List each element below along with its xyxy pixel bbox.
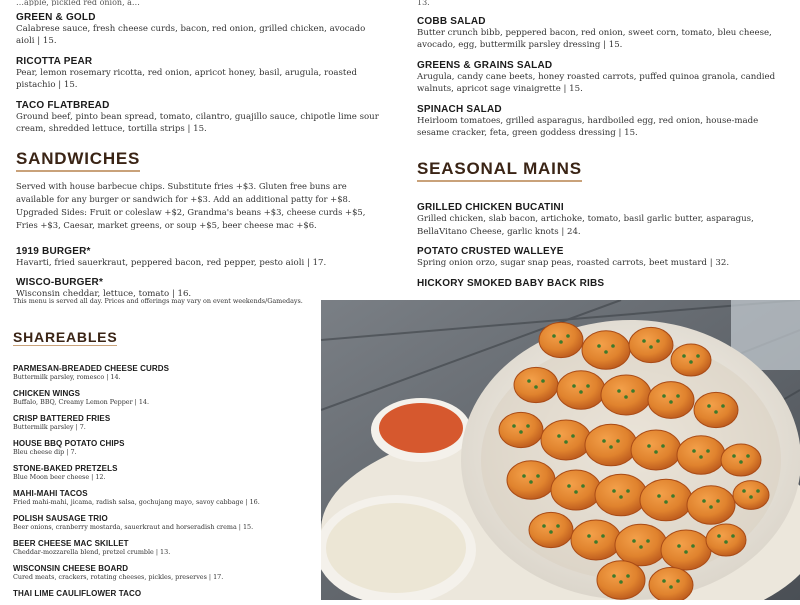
parsley-garnish — [647, 444, 651, 448]
parsley-garnish — [536, 474, 540, 478]
cheese-curd — [733, 481, 769, 510]
cheese-curd — [551, 470, 601, 510]
parsley-garnish — [654, 450, 658, 454]
menu-column-top-left — [16, 0, 386, 300]
item-name: GREEN & GOLD — [16, 12, 96, 23]
parsley-garnish — [721, 404, 725, 408]
item-name: STONE-BAKED PRETZELS — [13, 464, 118, 473]
parsley-garnish — [692, 449, 696, 453]
menu-column-bottom-left — [13, 297, 313, 605]
list-item — [13, 539, 313, 557]
cheese-curd — [640, 479, 692, 521]
parsley-garnish — [714, 410, 718, 414]
cheese-curd — [649, 567, 693, 600]
parsley-garnish — [746, 454, 750, 458]
parsley-garnish — [732, 454, 736, 458]
parsley-garnish — [656, 339, 660, 343]
list-item — [13, 414, 313, 432]
parsley-garnish — [529, 480, 533, 484]
parsley-garnish — [671, 494, 675, 498]
parsley-garnish — [691, 544, 695, 548]
list-item — [13, 514, 313, 532]
list-item — [13, 589, 313, 598]
item-description: Pear, lemon rosemary ricotta, red onion, apricot honey, basil, arugula, roasted pistachio | 15. — [16, 67, 357, 91]
cheese-curd — [597, 561, 645, 599]
parsley-garnish — [519, 430, 523, 434]
menu-item — [16, 12, 386, 48]
parsley-garnish — [564, 440, 568, 444]
ranch-dressing — [326, 503, 466, 593]
item-name: CHICKEN WINGS — [13, 389, 81, 398]
parsley-garnish — [642, 339, 646, 343]
parsley-garnish — [717, 534, 721, 538]
item-description: Beer onions, cranberry mostarda, sauerkraut and horseradish crema | 15. — [13, 523, 254, 531]
parsley-garnish — [664, 500, 668, 504]
parsley-garnish — [579, 390, 583, 394]
menu-item — [16, 246, 386, 269]
parsley-garnish — [602, 439, 606, 443]
menu-notice: This menu is served all day. Prices and offerings may vary on event weekends/Gamedays. — [13, 297, 303, 305]
list-item — [13, 489, 313, 507]
item-description: Calabrese sauce, fresh cheese curds, bacon, red onion, grilled chicken, avocado aioli | 15. — [16, 24, 366, 47]
parsley-garnish — [557, 434, 561, 438]
list-item — [13, 389, 313, 407]
parsley-garnish — [709, 505, 713, 509]
parsley-garnish — [657, 494, 661, 498]
item-name: COBB SALAD — [417, 16, 486, 27]
parsley-garnish — [731, 534, 735, 538]
cheese-curd — [687, 486, 735, 524]
parsley-garnish — [609, 445, 613, 449]
list-item — [13, 464, 313, 482]
cheese-curd — [507, 461, 555, 499]
item-name: TACO FLATBREAD — [16, 99, 110, 111]
item-name: CRISP BATTERED FRIES — [13, 414, 111, 423]
menu-item — [417, 246, 789, 269]
menu-item — [417, 202, 789, 238]
parsley-garnish — [631, 389, 635, 393]
cheese-curd — [595, 474, 647, 516]
parsley-garnish — [581, 484, 585, 488]
parsley-garnish — [669, 400, 673, 404]
parsley-garnish — [626, 489, 630, 493]
item-name: 1919 BURGER* — [16, 245, 91, 257]
item-description: Buttermilk parsley | 7. — [13, 423, 86, 431]
parsley-garnish — [649, 345, 653, 349]
cheese-curds-photo — [321, 300, 800, 600]
item-name: BEER CHEESE MAC SKILLET — [13, 539, 129, 548]
item-name: HICKORY SMOKED BABY BACK RIBS — [417, 277, 605, 289]
parsley-garnish — [541, 379, 545, 383]
parsley-garnish — [574, 490, 578, 494]
cutoff-text: …apple, pickled red onion, a… — [16, 0, 140, 6]
romesco-sauce — [379, 403, 463, 453]
item-name: GRILLED CHICKEN BUCATINI — [417, 202, 564, 214]
menu-item — [417, 278, 789, 289]
cheese-curd — [539, 322, 583, 357]
parsley-garnish — [542, 524, 546, 528]
parsley-garnish — [522, 474, 526, 478]
parsley-garnish — [572, 384, 576, 388]
shareables-list — [13, 364, 313, 598]
parsley-garnish — [661, 444, 665, 448]
parsley-garnish — [559, 340, 563, 344]
item-name: WISCO-BURGER* — [16, 277, 104, 289]
menu-item — [417, 104, 789, 140]
cheese-curd — [706, 524, 746, 556]
cheese-curd — [721, 444, 761, 476]
cheese-curd — [541, 420, 591, 460]
parsley-garnish — [587, 534, 591, 538]
parsley-garnish — [586, 384, 590, 388]
cheese-curd — [629, 327, 673, 362]
list-item — [13, 564, 313, 582]
parsley-garnish — [682, 354, 686, 358]
cheese-curd — [582, 331, 630, 369]
parsley-garnish — [707, 404, 711, 408]
item-description: Fried mahi-mahi, jicama, radish salsa, gochujang mayo, savoy cabbage | 16. — [13, 498, 260, 506]
parsley-garnish — [527, 379, 531, 383]
food-photo — [321, 300, 800, 600]
cheese-curd — [648, 382, 694, 419]
cheese-curd — [615, 524, 667, 566]
item-description: Buttermilk parsley, romesco | 14. — [13, 373, 121, 381]
item-description: Bleu cheese dip | 7. — [13, 448, 77, 456]
parsley-garnish — [676, 394, 680, 398]
list-item — [13, 364, 313, 382]
parsley-garnish — [756, 489, 760, 493]
parsley-garnish — [689, 360, 693, 364]
menu-item — [417, 60, 789, 96]
section-intro: Served with house barbecue chips. Substitute fries +$3. Gluten free buns are available for any burger or sandwich for +$3. Add an additional patty for +$8. Upgraded Sides: Fruit or coleslaw +$2, Grandma's beans +$3, cheese curds +$5, Fries +$3, Caesar, market greens, or soup +$5, beer cheese mac +$6. — [16, 181, 366, 230]
parsley-garnish — [639, 545, 643, 549]
parsley-garnish — [604, 350, 608, 354]
parsley-garnish — [739, 460, 743, 464]
cheese-curd — [631, 430, 681, 470]
item-name: RICOTTA PEAR — [16, 55, 93, 67]
parsley-garnish — [696, 354, 700, 358]
list-item — [13, 439, 313, 457]
parsley-garnish — [716, 499, 720, 503]
section-title-sandwiches: SANDWICHES — [16, 149, 140, 172]
cheese-curd — [601, 375, 651, 415]
parsley-garnish — [612, 574, 616, 578]
item-description: Cheddar-mozzarella blend, pretzel crumble | 13. — [13, 548, 171, 556]
item-name: MAHI-MAHI TACOS — [13, 489, 88, 498]
menu-item — [417, 16, 789, 52]
parsley-garnish — [749, 495, 753, 499]
item-description: Wisconsin cheddar, lettuce, tomato | 16. — [16, 289, 192, 300]
parsley-garnish — [676, 579, 680, 583]
item-description: Cured meats, crackers, rotating cheeses, pickles, preserves | 17. — [13, 573, 224, 581]
cutoff-text: 13. — [417, 0, 430, 6]
cheese-curd — [585, 424, 637, 466]
cheese-curd — [499, 412, 543, 447]
parsley-garnish — [616, 439, 620, 443]
parsley-garnish — [534, 385, 538, 389]
item-description: Havarti, fried sauerkraut, peppered bacon, red pepper, pesto aioli | 17. — [16, 257, 327, 268]
item-name: THAI LIME CAULIFLOWER TACO — [13, 589, 142, 598]
item-description: Ground beef, pinto bean spread, tomato, cilantro, guajillo sauce, chipotle lime sour cream, shredded lettuce, tortilla strips | 15. — [16, 111, 379, 135]
parsley-garnish — [624, 395, 628, 399]
parsley-garnish — [684, 550, 688, 554]
cheese-curd — [661, 530, 711, 570]
parsley-garnish — [567, 484, 571, 488]
parsley-garnish — [594, 540, 598, 544]
parsley-garnish — [706, 449, 710, 453]
parsley-garnish — [626, 574, 630, 578]
parsley-garnish — [571, 434, 575, 438]
menu-item — [16, 56, 386, 92]
item-description: Grilled chicken, slab bacon, artichoke, tomato, basil garlic butter, asparagus, BellaVitano Cheese, garlic knots | 24. — [417, 214, 754, 237]
parsley-garnish — [646, 539, 650, 543]
parsley-garnish — [526, 424, 530, 428]
parsley-garnish — [549, 530, 553, 534]
menu-item — [16, 100, 386, 136]
parsley-garnish — [611, 344, 615, 348]
item-name: PARMESAN-BREADED CHEESE CURDS — [13, 364, 170, 373]
item-description: Blue Moon beer cheese | 12. — [13, 473, 106, 481]
parsley-garnish — [669, 585, 673, 589]
item-description: Heirloom tomatoes, grilled asparagus, hardboiled egg, red onion, house-made sesame cracker, feta, green goddess dressing | 15. — [417, 115, 759, 139]
cheese-curd — [514, 367, 558, 402]
menu-column-top-right — [417, 0, 789, 289]
parsley-garnish — [601, 534, 605, 538]
parsley-garnish — [566, 334, 570, 338]
parsley-garnish — [677, 544, 681, 548]
parsley-garnish — [512, 424, 516, 428]
item-name: WISCONSIN CHEESE BOARD — [13, 564, 129, 573]
parsley-garnish — [617, 389, 621, 393]
item-description: Spring onion orzo, sugar snap peas, roasted carrots, beet mustard | 32. — [417, 258, 730, 269]
cheese-curd — [694, 392, 738, 427]
parsley-garnish — [699, 455, 703, 459]
cheese-curd — [571, 520, 621, 560]
parsley-garnish — [662, 394, 666, 398]
item-description: Arugula, candy cane beets, honey roasted carrots, puffed quinoa granola, candied walnuts, apricot sage vinaigrette | 15. — [417, 71, 776, 95]
parsley-garnish — [612, 489, 616, 493]
parsley-garnish — [619, 580, 623, 584]
item-name: HOUSE BBQ POTATO CHIPS — [13, 439, 125, 448]
item-name: POTATO CRUSTED WALLEYE — [417, 246, 564, 258]
parsley-garnish — [556, 524, 560, 528]
section-title-shareables: SHAREABLES — [13, 329, 118, 345]
item-name: SPINACH SALAD — [417, 103, 502, 115]
cheese-curd — [557, 371, 605, 409]
cheese-curd — [529, 512, 573, 547]
parsley-garnish — [702, 499, 706, 503]
section-title-seasonal-mains: SEASONAL MAINS — [417, 159, 582, 182]
item-name: POLISH SAUSAGE TRIO — [13, 514, 108, 523]
parsley-garnish — [724, 540, 728, 544]
parsley-garnish — [619, 495, 623, 499]
item-description: Buffalo, BBQ, Creamy Lemon Pepper | 14. — [13, 398, 150, 406]
parsley-garnish — [632, 539, 636, 543]
parsley-garnish — [742, 489, 746, 493]
parsley-garnish — [597, 344, 601, 348]
item-name: GREENS & GRAINS SALAD — [417, 59, 553, 71]
parsley-garnish — [552, 334, 556, 338]
item-description: Butter crunch bibb, peppered bacon, red onion, sweet corn, tomato, bleu cheese, avocado, egg, buttermilk parsley dressing | 15. — [417, 28, 772, 51]
cheese-curd — [671, 344, 711, 376]
cheese-curd — [677, 436, 725, 474]
parsley-garnish — [662, 579, 666, 583]
